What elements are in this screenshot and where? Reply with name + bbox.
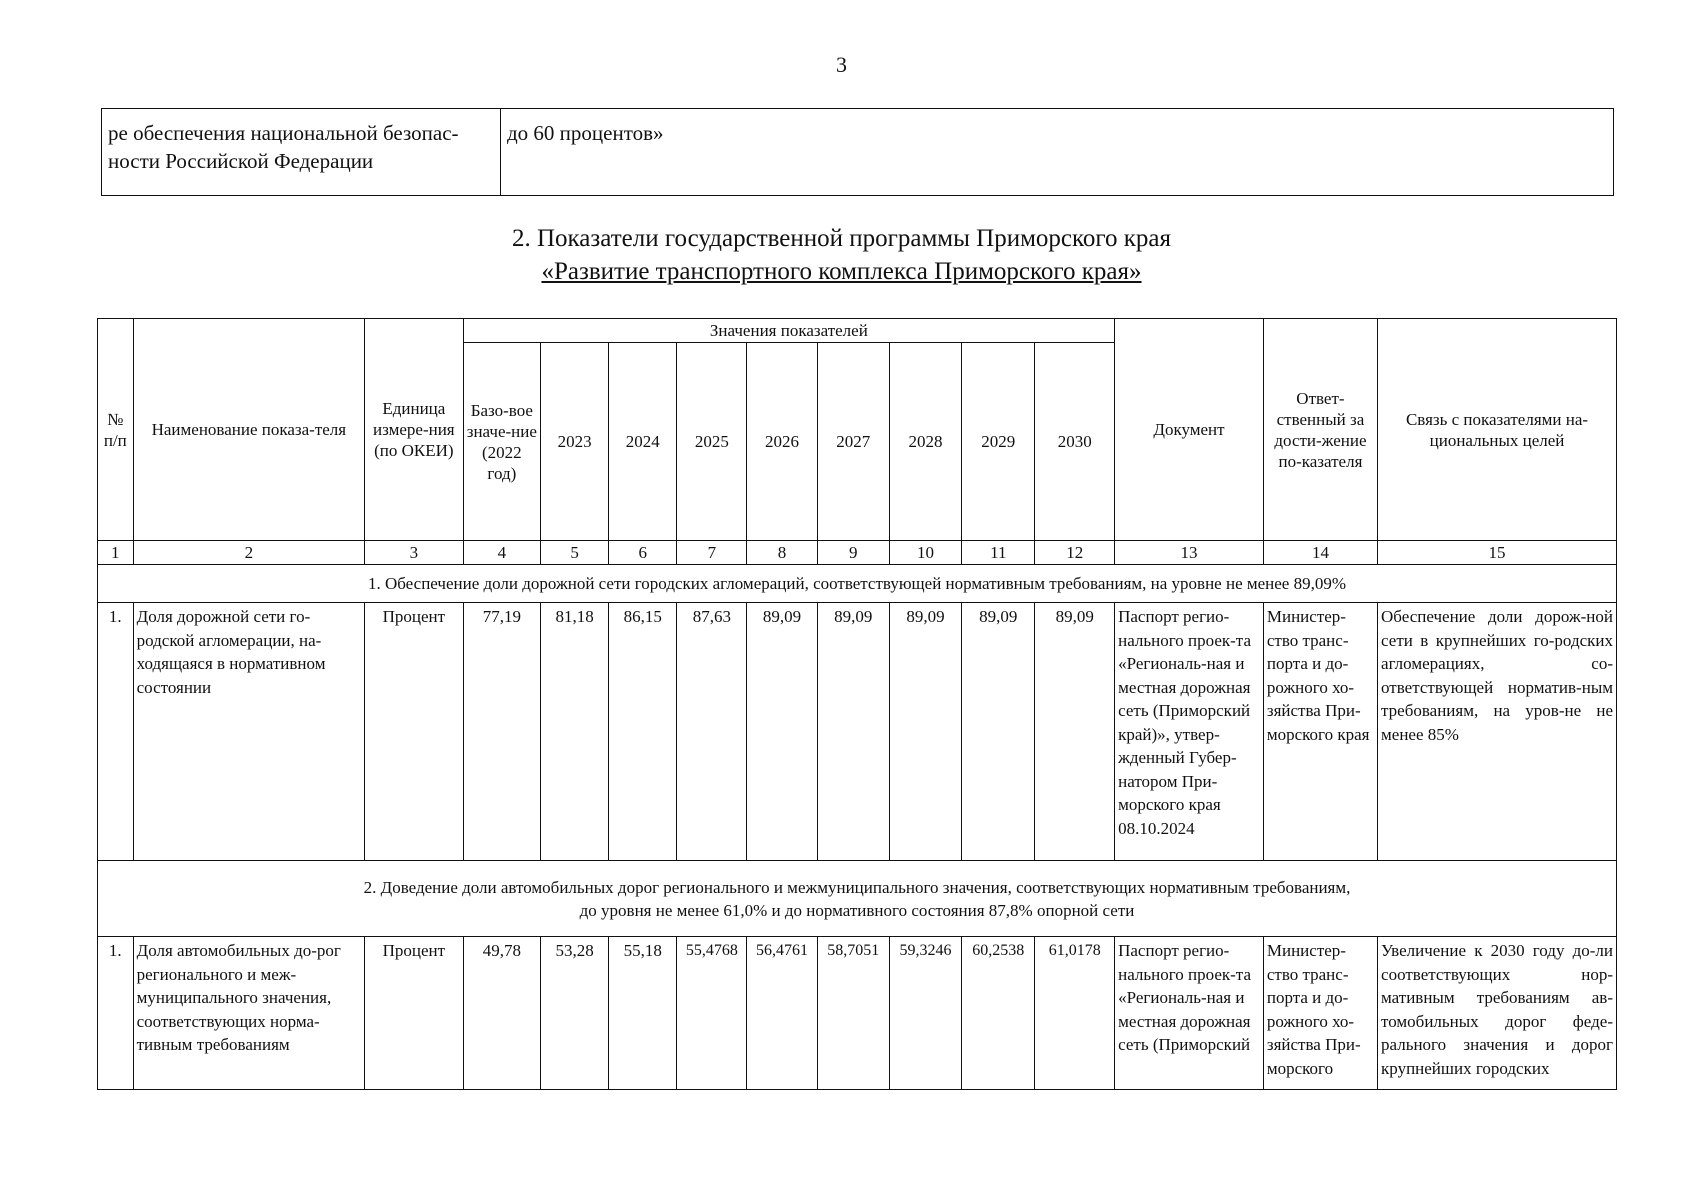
continuation-table [101, 108, 1614, 196]
header-unit: Единица измере-ния (по ОКЕИ) [365, 319, 463, 541]
table-row [98, 603, 1617, 861]
header-document: Документ [1115, 319, 1264, 541]
header-year: 2028 [889, 343, 961, 541]
column-number: 15 [1378, 541, 1617, 565]
year-value: 86,15 [609, 603, 677, 861]
indicator-name: Доля автомобильных до-рог регионального и меж-муниципального значения, соответствующих норма-тивным требованиям [133, 937, 365, 1090]
document-cell: Паспорт регио-нального проек-та «Региональ-ная и местная дорожная сеть (Приморский край)», утвер-жденный Губер-натором При-морского края 08.10.2024 [1115, 603, 1264, 861]
header-link: Связь с показателями на-циональных целей [1378, 319, 1617, 541]
year-value: 81,18 [541, 603, 609, 861]
responsible-cell: Министер-ство транс-порта и до-рожного хо-зяйства При-морского [1263, 937, 1377, 1090]
column-number: 10 [889, 541, 961, 565]
section-title: 2. Показатели государственной программы Приморского края [511, 225, 1172, 252]
year-value: 60,2538 [962, 937, 1035, 1090]
responsible-cell: Министер-ство транс-порта и до-рожного хо-зяйства При-морского края [1263, 603, 1377, 861]
header-year: 2023 [541, 343, 609, 541]
link-cell: Обеспечение доли дорож-ной сети в крупнейших го-родских агломерациях, со-ответствующей норматив-ным требованиям, на уров-не не менее 85% [1378, 603, 1617, 861]
column-number: 5 [541, 541, 609, 565]
header-base: Базо-вое значе-ние (2022 год) [463, 343, 541, 541]
year-value: 61,0178 [1035, 937, 1115, 1090]
year-value: 56,4761 [747, 937, 817, 1090]
year-value: 55,4768 [677, 937, 747, 1090]
year-value: 55,18 [609, 937, 677, 1090]
table-row [102, 109, 1614, 196]
base-value: 77,19 [463, 603, 541, 861]
continued-text-left: ре обеспечения национальной безопас-ности Российской Федерации [102, 109, 501, 196]
link-cell: Увеличение к 2030 году до-ли соответствующих нор-мативным требованиям ав-томобильных дорог феде-рального значения и дорог крупнейших городских [1378, 937, 1617, 1090]
indicators-table [97, 318, 1617, 1090]
header-values-group: Значения показателей [463, 319, 1115, 343]
year-value: 89,09 [817, 603, 889, 861]
year-value: 87,63 [677, 603, 747, 861]
year-value: 59,3246 [889, 937, 961, 1090]
column-number: 13 [1115, 541, 1264, 565]
document-cell: Паспорт регио-нального проек-та «Региональ-ная и местная дорожная сеть (Приморский [1115, 937, 1264, 1090]
group-title-line: 2. Доведение доли автомобильных дорог регионального и межмуниципального значения, соответствующих нормативным требованиям, [363, 877, 1351, 897]
group-title: 1. Обеспечение доли дорожной сети городских агломераций, соответствующей нормативным требованиям, на уровне не менее 89,09% [98, 565, 1617, 603]
column-number: 7 [677, 541, 747, 565]
year-value: 89,09 [889, 603, 961, 861]
column-number: 2 [133, 541, 365, 565]
column-number-row [98, 541, 1617, 565]
group-title [98, 861, 1617, 937]
column-number: 8 [747, 541, 817, 565]
continued-text-right: до 60 процентов» [501, 109, 1614, 196]
year-value: 89,09 [1035, 603, 1115, 861]
group-title-line: до уровня не менее 61,0% и до нормативного состояния 87,8% опорной сети [579, 900, 1135, 920]
header-year: 2030 [1035, 343, 1115, 541]
section-subtitle: «Развитие транспортного комплекса Приморского края» [541, 258, 1142, 285]
year-value: 58,7051 [817, 937, 889, 1090]
indicator-unit: Процент [365, 603, 463, 861]
header-name: Наименование показа-теля [133, 319, 365, 541]
group-row [98, 861, 1617, 937]
column-number: 11 [962, 541, 1035, 565]
column-number: 4 [463, 541, 541, 565]
indicator-unit: Процент [365, 937, 463, 1090]
column-number: 9 [817, 541, 889, 565]
header-row [98, 319, 1617, 343]
year-value: 89,09 [747, 603, 817, 861]
header-year: 2027 [817, 343, 889, 541]
row-num: 1. [98, 603, 134, 861]
page-number: 3 [836, 52, 847, 77]
header-year: 2029 [962, 343, 1035, 541]
column-number: 3 [365, 541, 463, 565]
column-number: 6 [609, 541, 677, 565]
row-num: 1. [98, 937, 134, 1090]
year-value: 89,09 [962, 603, 1035, 861]
base-value: 49,78 [463, 937, 541, 1090]
group-row [98, 565, 1617, 603]
indicator-name: Доля дорожной сети го-родской агломерации, на-ходящаяся в нормативном состоянии [133, 603, 365, 861]
header-num: № п/п [98, 319, 134, 541]
header-year: 2024 [609, 343, 677, 541]
table-row [98, 937, 1617, 1090]
header-year: 2026 [747, 343, 817, 541]
column-number: 1 [98, 541, 134, 565]
column-number: 14 [1263, 541, 1377, 565]
year-value: 53,28 [541, 937, 609, 1090]
column-number: 12 [1035, 541, 1115, 565]
section-heading [0, 222, 1683, 288]
header-year: 2025 [677, 343, 747, 541]
header-responsible: Ответ-ственный за дости-жение по-казателя [1263, 319, 1377, 541]
